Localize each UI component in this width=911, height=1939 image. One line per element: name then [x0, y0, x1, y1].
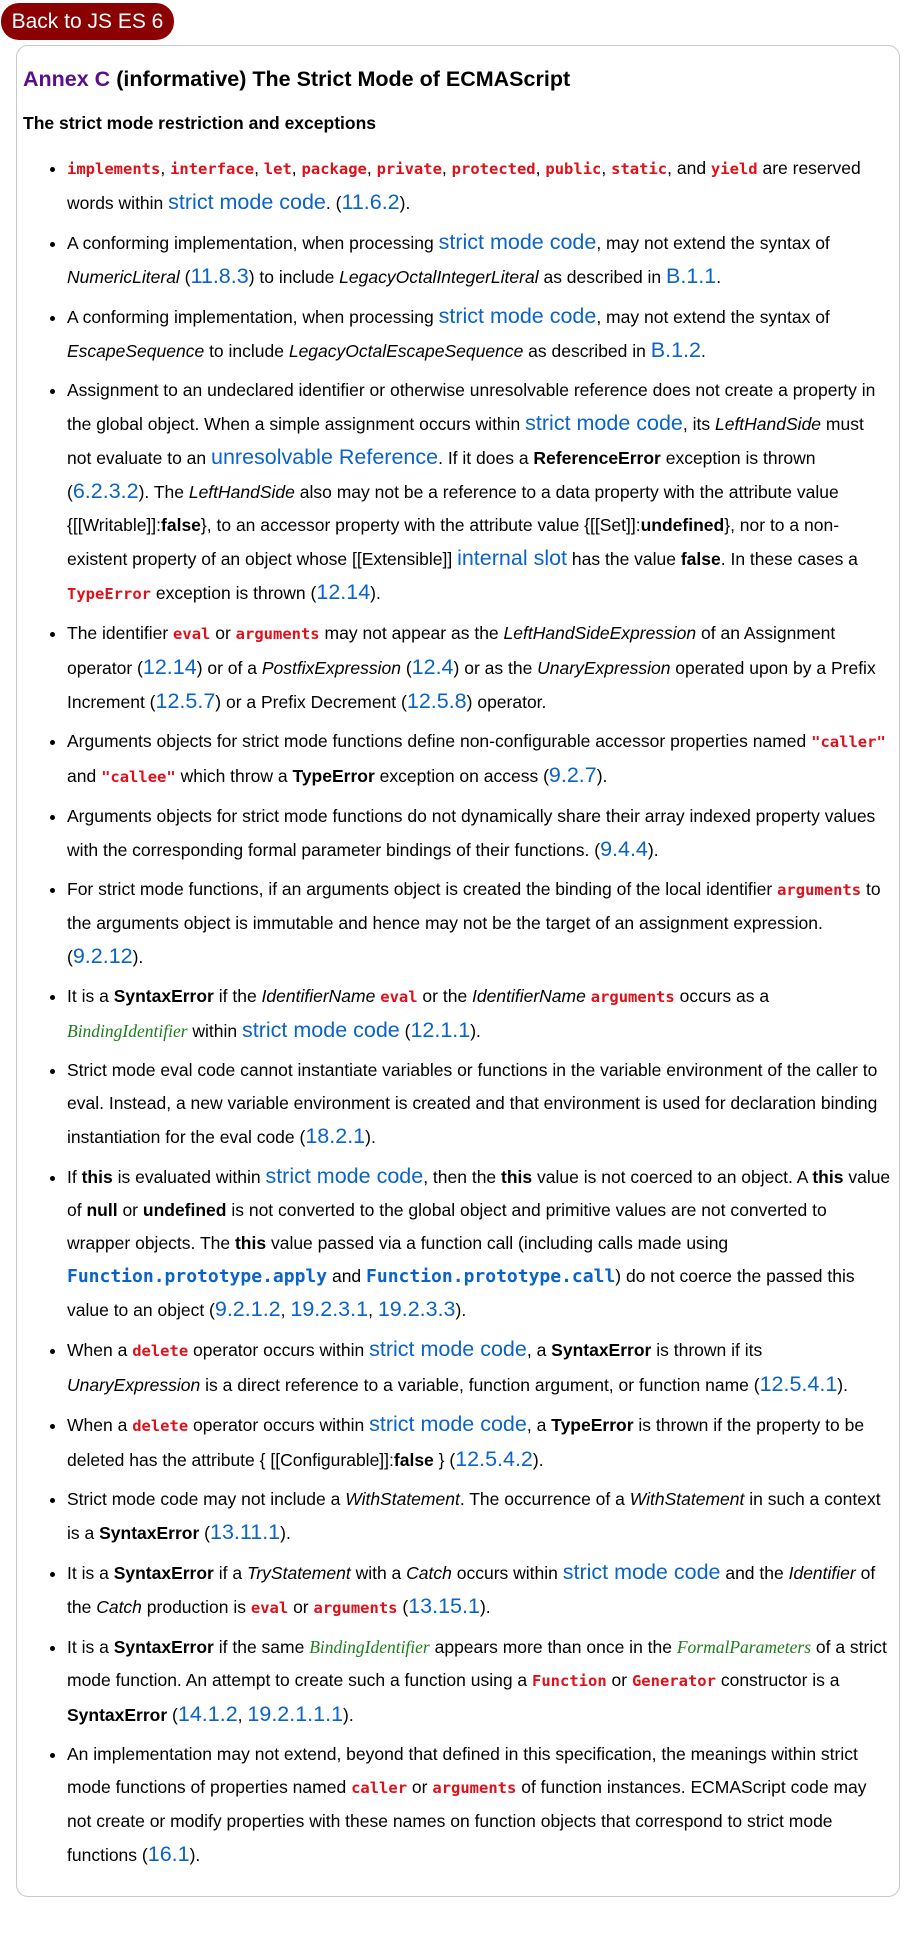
text-run: ,: [441, 157, 452, 178]
text-run: production is: [141, 1596, 251, 1617]
text-run: }, to an accessor property with the attribute value {[[Set]]:: [200, 514, 641, 535]
text-run: is thrown if its: [651, 1339, 763, 1360]
text-run: and: [67, 765, 102, 786]
text-run: It is a: [67, 1636, 114, 1657]
text-run: ,: [535, 157, 546, 178]
spec-link[interactable]: 12.5.7: [155, 688, 216, 713]
restriction-item: [67, 1408, 891, 1477]
spec-link[interactable]: strict mode code: [242, 1017, 400, 1042]
text-run: If: [67, 1166, 82, 1187]
inline-code: arguments: [777, 880, 862, 899]
restriction-item: [67, 1631, 891, 1732]
text-run: . (: [325, 192, 342, 213]
bold-term: false: [161, 514, 201, 535]
restriction-list: [23, 152, 891, 1872]
text-run: .: [716, 266, 722, 287]
italic-term: Identifier: [788, 1562, 856, 1583]
inline-code: TypeError: [67, 584, 151, 603]
text-run: ).: [596, 765, 608, 786]
inline-code: private: [376, 159, 442, 178]
bold-term: this: [812, 1166, 844, 1187]
text-run: (: [400, 657, 412, 678]
restriction-item: [67, 1054, 891, 1154]
inline-code: arguments: [432, 1778, 517, 1797]
text-run: occurs within: [451, 1562, 563, 1583]
text-run: ) to include: [248, 266, 340, 287]
text-run: as described in: [538, 266, 667, 287]
spec-link[interactable]: 12.5.4.2: [455, 1446, 533, 1471]
text-run: are reserved words within: [67, 157, 861, 213]
spec-link[interactable]: 9.2.1.2: [214, 1296, 281, 1321]
spec-link[interactable]: 19.2.1.1.1: [247, 1701, 344, 1726]
bold-term: null: [86, 1199, 118, 1220]
grammar-symbol: BindingIdentifier: [309, 1636, 430, 1657]
text-run: For strict mode functions, if an arguments object is created the binding of the local identifier: [67, 878, 778, 899]
text-run: . In these cases a: [720, 548, 858, 569]
text-run: When a: [67, 1339, 133, 1360]
bold-term: SyntaxError: [113, 1562, 214, 1583]
italic-term: IdentifierName: [261, 985, 376, 1006]
spec-link[interactable]: 12.4: [411, 654, 454, 679]
spec-link[interactable]: strict mode code: [265, 1163, 424, 1188]
restriction-item: [67, 1738, 891, 1872]
inline-code: arguments: [235, 624, 320, 643]
text-run: or: [606, 1669, 632, 1690]
back-to-js-es6-button[interactable]: Back to JS ES 6: [1, 3, 174, 40]
spec-link[interactable]: 11.6.2: [341, 189, 400, 214]
text-run: ) or of a: [196, 657, 262, 678]
text-run: is not converted to the global object and primitive values are not converted to wrapper objects. The: [67, 1199, 827, 1253]
bold-term: SyntaxError: [67, 1704, 168, 1725]
text-run: ,: [368, 1299, 378, 1320]
restriction-item: [67, 617, 891, 719]
page-title: [23, 68, 891, 92]
inline-code: yield: [710, 159, 758, 178]
text-run: constructor is a: [715, 1669, 840, 1690]
code-link[interactable]: Function.prototype.call: [366, 1265, 616, 1287]
text-run: , may not extend the syntax of: [596, 232, 830, 253]
inline-code: implements: [67, 159, 161, 178]
text-run: with a: [350, 1562, 407, 1583]
text-run: ).: [647, 839, 659, 860]
italic-term: PostfixExpression: [261, 657, 401, 678]
text-run: . The occurrence of a: [459, 1488, 630, 1509]
restriction-item: [67, 873, 891, 974]
inline-code: arguments: [590, 987, 675, 1006]
spec-link[interactable]: strict mode code: [168, 189, 326, 214]
text-run: or the: [417, 985, 473, 1006]
spec-link[interactable]: 19.2.3.1: [290, 1296, 369, 1321]
spec-link[interactable]: 13.11.1: [210, 1519, 281, 1544]
spec-link[interactable]: 16.1: [147, 1841, 190, 1866]
italic-term: IdentifierName: [472, 985, 586, 1006]
italic-term: UnaryExpression: [537, 657, 671, 678]
text-run: exception is thrown (: [67, 447, 816, 502]
italic-term: WithStatement: [629, 1488, 745, 1509]
inline-code: caller: [351, 1778, 408, 1797]
spec-link[interactable]: 12.14: [142, 654, 197, 679]
text-run: Arguments objects for strict mode functions define non-configurable accessor properties named: [67, 730, 812, 751]
text-run: ,: [291, 157, 302, 178]
text-run: , a: [526, 1339, 552, 1360]
bold-term: SyntaxError: [99, 1522, 200, 1543]
bold-term: undefined: [142, 1199, 227, 1220]
text-run: or: [117, 1199, 143, 1220]
text-run: It is a: [67, 985, 114, 1006]
inline-code: arguments: [313, 1598, 398, 1617]
spec-link[interactable]: 18.2.1: [305, 1123, 366, 1148]
bold-term: SyntaxError: [551, 1339, 652, 1360]
inline-code: eval: [250, 1598, 289, 1617]
text-run: ).: [132, 946, 144, 967]
text-run: and the: [720, 1562, 789, 1583]
bold-term: SyntaxError: [113, 1636, 214, 1657]
italic-term: LeftHandSide: [714, 413, 822, 434]
text-run: Assignment to an undeclared identifier or otherwise unresolvable reference does not create a property in the global object. When a simple assignment occurs within: [67, 379, 876, 434]
spec-link[interactable]: B.1.1: [666, 263, 717, 288]
text-run: is evaluated within: [112, 1166, 266, 1187]
text-run: in such a context is a: [67, 1488, 881, 1543]
restriction-item: [67, 1160, 891, 1327]
spec-link[interactable]: B.1.2: [650, 337, 701, 362]
text-run: appears more than once in the: [429, 1636, 677, 1657]
italic-term: WithStatement: [345, 1488, 460, 1509]
text-run: It is a: [67, 1562, 114, 1583]
spec-link[interactable]: strict mode code: [369, 1336, 527, 1361]
spec-link[interactable]: 19.2.3.3: [377, 1296, 456, 1321]
text-run: , then the: [423, 1166, 502, 1187]
italic-term: NumericLiteral: [67, 266, 180, 287]
grammar-symbol: FormalParameters: [676, 1636, 812, 1657]
text-run: or: [210, 622, 236, 643]
text-run: which throw a: [175, 765, 293, 786]
text-run: , may not extend the syntax of: [596, 306, 830, 327]
inline-code: delete: [132, 1416, 189, 1435]
bold-term: SyntaxError: [113, 985, 214, 1006]
text-run: ).: [479, 1596, 491, 1617]
spec-link[interactable]: 12.14: [316, 579, 371, 604]
text-run: to include: [204, 340, 289, 361]
text-run: ).: [370, 582, 381, 603]
spec-link[interactable]: 9.2.7: [548, 762, 597, 787]
text-run: exception on access (: [374, 765, 549, 786]
bold-term: TypeError: [551, 1414, 634, 1435]
text-run: Strict mode eval code cannot instantiate variables or functions in the variable environment of the caller to eval. Instead, a new variable environment is created and that environment is used for declaration binding instantiation for the eval code (: [67, 1059, 878, 1147]
text-run: When a: [67, 1414, 133, 1435]
section-subtitle: The strict mode restriction and exceptions: [23, 112, 376, 133]
text-run: within: [187, 1020, 243, 1041]
text-run: ,: [601, 157, 612, 178]
restriction-item: [67, 980, 891, 1048]
restriction-item: [67, 226, 891, 294]
italic-term: LeftHandSideExpression: [503, 622, 697, 643]
italic-term: Catch: [96, 1596, 142, 1617]
text-run: (: [397, 1596, 409, 1617]
italic-term: LegacyOctalEscapeSequence: [288, 340, 524, 361]
text-run: ).: [837, 1374, 848, 1395]
bold-term: this: [234, 1232, 267, 1253]
restriction-item: [67, 800, 891, 867]
spec-link[interactable]: strict mode code: [525, 410, 683, 435]
text-run: , a: [526, 1414, 552, 1435]
text-run: if the same: [213, 1636, 310, 1657]
spec-link[interactable]: strict mode code: [438, 303, 597, 328]
text-run: must not evaluate to an: [67, 413, 864, 468]
inline-code: let: [263, 159, 292, 178]
text-run: or: [407, 1776, 433, 1797]
text-run: ) operator.: [466, 691, 547, 712]
inline-code: package: [301, 159, 367, 178]
code-link[interactable]: Function.prototype.apply: [67, 1265, 328, 1287]
text-run: exception is thrown (: [151, 582, 317, 603]
text-run: (: [399, 1020, 411, 1041]
text-run: of the: [67, 1562, 876, 1617]
annex-title-text: (informative) The Strict Mode of ECMAScript: [110, 67, 571, 91]
restriction-item: [67, 1556, 891, 1625]
inline-code: "caller": [811, 732, 886, 751]
bold-term: undefined: [640, 514, 725, 535]
inline-code: interface: [170, 159, 255, 178]
spec-link[interactable]: 13.15.1: [408, 1593, 480, 1618]
spec-link[interactable]: 12.5.4.1: [759, 1371, 838, 1396]
annex-panel: [16, 45, 900, 1897]
text-run: }, nor to a non-existent property of an object whose [[Extensible]]: [67, 514, 840, 569]
text-run: ).: [365, 1126, 376, 1147]
text-run: The identifier: [67, 622, 174, 643]
bold-term: ReferenceError: [533, 447, 661, 468]
bold-term: this: [81, 1166, 113, 1187]
inline-code: static: [611, 159, 668, 178]
text-run: (: [199, 1522, 210, 1543]
text-run: (: [179, 266, 191, 287]
text-run: ). The: [138, 481, 189, 502]
text-run: of an Assignment operator (: [67, 622, 836, 678]
italic-term: EscapeSequence: [67, 340, 205, 361]
text-run: ,: [237, 1704, 248, 1725]
text-run: ).: [189, 1844, 201, 1865]
text-run: is thrown if the property to be deleted has the attribute { [[Configurable]]:: [67, 1414, 865, 1470]
inline-code: eval: [380, 987, 418, 1006]
text-run: operator occurs within: [188, 1414, 370, 1435]
restriction-item: [67, 152, 891, 220]
text-run: (: [167, 1704, 178, 1725]
text-run: Strict mode code may not include a: [67, 1488, 346, 1509]
inline-code: Generator: [631, 1671, 716, 1690]
text-run: ,: [280, 1299, 291, 1320]
text-run: if the: [213, 985, 262, 1006]
text-run: ) or as the: [453, 657, 538, 678]
text-run: operated upon by a Prefix Increment (: [67, 657, 876, 712]
text-run: value is not coerced to an object. A: [532, 1166, 813, 1187]
text-run: if a: [213, 1562, 247, 1583]
inline-code: public: [545, 159, 602, 178]
text-run: ,: [366, 157, 377, 178]
text-run: has the value: [567, 548, 681, 569]
bold-term: TypeError: [292, 765, 375, 786]
text-run: ,: [160, 157, 171, 178]
text-run: . If it does a: [438, 447, 534, 468]
text-run: , its: [682, 413, 715, 434]
text-run: Arguments objects for strict mode functions do not dynamically share their array indexed property values with the corresponding formal parameter bindings of their functions. (: [67, 805, 876, 860]
text-run: value of: [67, 1166, 891, 1220]
restriction-item: [67, 725, 891, 794]
restriction-item: [67, 1483, 891, 1550]
spec-link[interactable]: strict mode code: [438, 229, 597, 254]
text-run: A conforming implementation, when processing: [67, 232, 439, 253]
text-run: also may not be a reference to a data property with the attribute value {[[Writable]]:: [67, 481, 839, 535]
spec-link[interactable]: unresolvable Reference: [211, 444, 439, 469]
spec-link[interactable]: 12.5.8: [406, 688, 467, 713]
text-run: ).: [455, 1299, 467, 1320]
text-run: .: [700, 340, 706, 361]
text-run: ,: [254, 157, 264, 178]
restriction-item: [67, 300, 891, 368]
bold-term: this: [501, 1166, 533, 1187]
italic-term: Catch: [406, 1562, 452, 1583]
text-run: operator occurs within: [188, 1339, 370, 1360]
inline-code: "callee": [101, 767, 176, 786]
text-run: ) do not coerce the passed this value to an object (: [67, 1265, 855, 1320]
text-run: A conforming implementation, when processing: [67, 306, 439, 327]
text-run: of a strict mode function. An attempt to create such a function using a: [67, 1636, 887, 1690]
text-run: , and: [667, 157, 711, 178]
italic-term: LeftHandSide: [188, 481, 295, 502]
italic-term: UnaryExpression: [67, 1374, 201, 1395]
text-run: of function instances. ECMAScript code may not create or modify properties with these names on function objects that correspond to strict mode functions (: [67, 1776, 867, 1865]
bold-term: false: [393, 1449, 434, 1470]
restriction-item: [67, 1333, 891, 1402]
text-run: value passed via a function call (including calls made using: [266, 1232, 729, 1253]
inline-code: eval: [173, 624, 211, 643]
italic-term: TryStatement: [246, 1562, 351, 1583]
spec-link[interactable]: 9.2.12: [72, 943, 133, 968]
text-run: ).: [399, 192, 411, 213]
annex-label: Annex C: [23, 67, 111, 91]
text-run: occurs as a: [674, 985, 770, 1006]
inline-code: protected: [451, 159, 536, 178]
text-run: ).: [532, 1449, 544, 1470]
text-run: ).: [280, 1522, 291, 1543]
text-run: An implementation may not extend, beyond that defined in this specification, the meanings within strict mode functions of properties named: [67, 1743, 858, 1797]
bold-term: false: [680, 548, 721, 569]
text-run: is a direct reference to a variable, function argument, or function name (: [200, 1374, 760, 1395]
text-run: or: [288, 1596, 314, 1617]
text-run: to the arguments object is immutable and hence may not be the target of an assignment expression. (: [67, 878, 881, 967]
text-run: ) or a Prefix Decrement (: [215, 691, 407, 712]
grammar-symbol: BindingIdentifier: [67, 1020, 188, 1041]
inline-code: Function: [532, 1671, 607, 1690]
spec-link[interactable]: internal slot: [457, 545, 568, 570]
text-run: ).: [343, 1704, 354, 1725]
spec-link[interactable]: strict mode code: [369, 1411, 527, 1436]
spec-link[interactable]: 9.4.4: [600, 836, 648, 861]
spec-link[interactable]: strict mode code: [562, 1559, 721, 1584]
spec-link[interactable]: 14.1.2: [177, 1701, 238, 1726]
text-run: } (: [433, 1449, 456, 1470]
italic-term: LegacyOctalIntegerLiteral: [339, 266, 539, 287]
text-run: as described in: [523, 340, 651, 361]
spec-link[interactable]: 11.8.3: [190, 263, 249, 288]
spec-link[interactable]: 12.1.1: [410, 1017, 471, 1042]
text-run: and: [327, 1265, 367, 1286]
inline-code: delete: [132, 1341, 189, 1360]
restriction-item: [67, 374, 891, 611]
text-run: may not appear as the: [319, 622, 504, 643]
spec-link[interactable]: 6.2.3.2: [72, 478, 139, 503]
text-run: ).: [470, 1020, 481, 1041]
